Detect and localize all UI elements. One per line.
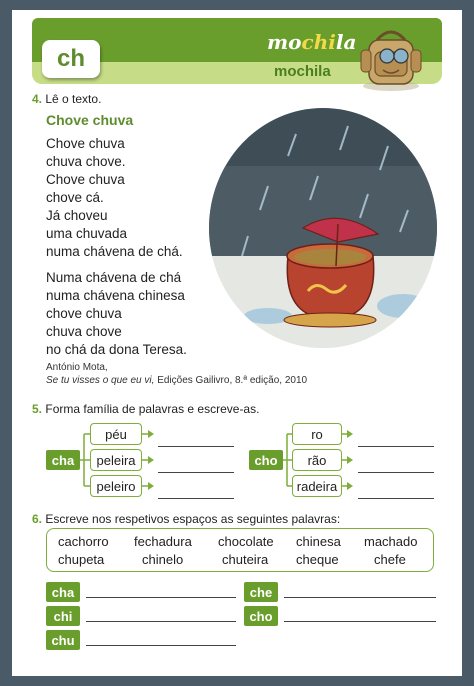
answer-line-cha[interactable] (86, 597, 236, 598)
answer-line[interactable] (358, 446, 434, 447)
word-bank-item: fechadura (134, 534, 192, 549)
poem-source: Se tu visses o que eu vi, Edições Gailivro, 8.ª edição, 2010 (46, 375, 308, 386)
poem-line: chuva chove (46, 324, 122, 339)
category-tag-chi: chi (46, 606, 80, 626)
answer-line-che[interactable] (284, 597, 436, 598)
answer-line[interactable] (158, 498, 234, 499)
poem-line: Chove chuva (46, 172, 125, 187)
suffix-box: peleiro (90, 475, 142, 497)
poem-line: numa chávena de chá. (46, 244, 183, 259)
category-tag-cha: cha (46, 582, 80, 602)
category-tag-cho: cho (244, 606, 278, 626)
poem-line: numa chávena chinesa (46, 288, 185, 303)
word-bank-item: chefe (374, 552, 406, 567)
word-bank-item: chupeta (58, 552, 105, 567)
word-bank-item: chocolate (218, 534, 274, 549)
suffix-box: radeira (292, 475, 342, 497)
suffix-box: peleira (90, 449, 142, 471)
ex6-heading: 6. Escreve nos respetivos espaços as seguintes palavras: (32, 512, 341, 526)
word-bank-item: cheque (296, 552, 339, 567)
poem-line: no chá da dona Teresa. (46, 342, 187, 357)
word-bank-item: cachorro (58, 534, 109, 549)
poem-line: Numa chávena de chá (46, 270, 182, 285)
answer-line[interactable] (358, 472, 434, 473)
poem-title: Chove chuva (46, 112, 134, 128)
header-script-word: mochila (267, 30, 357, 54)
suffix-box: ro (292, 423, 342, 445)
poem-line: Já choveu (46, 208, 108, 223)
word-bank-item: chinesa (296, 534, 341, 549)
header-word: mochila (274, 63, 331, 80)
suffix-box: péu (90, 423, 142, 445)
poem-line: chove cá. (46, 190, 104, 205)
root-tag-cha: cha (46, 450, 80, 470)
answer-line[interactable] (158, 446, 234, 447)
word-bank-item: machado (364, 534, 418, 549)
backpack-icon (357, 22, 425, 92)
answer-line[interactable] (358, 498, 434, 499)
category-tag-chu: chu (46, 630, 80, 650)
ex4-heading: 4. Lê o texto. (32, 92, 102, 106)
worksheet-page (12, 10, 462, 676)
rain-teacup-illustration (208, 106, 438, 350)
category-tag-che: che (244, 582, 278, 602)
poem-line: uma chuvada (46, 226, 128, 241)
answer-line-chu[interactable] (86, 645, 236, 646)
poem-line: chuva chove. (46, 154, 126, 169)
poem-author: António Mota, (46, 362, 108, 373)
poem-line: chove chuva (46, 306, 122, 321)
word-bank-item: chinelo (142, 552, 184, 567)
lesson-badge: ch (42, 40, 100, 78)
root-tag-cho: cho (249, 450, 283, 470)
answer-line[interactable] (158, 472, 234, 473)
answer-line-chi[interactable] (86, 621, 236, 622)
poem-line: Chove chuva (46, 136, 125, 151)
answer-line-cho[interactable] (284, 621, 436, 622)
ex5-heading: 5. Forma família de palavras e escreve-as. (32, 402, 260, 416)
suffix-box: rão (292, 449, 342, 471)
word-bank-item: chuteira (222, 552, 269, 567)
